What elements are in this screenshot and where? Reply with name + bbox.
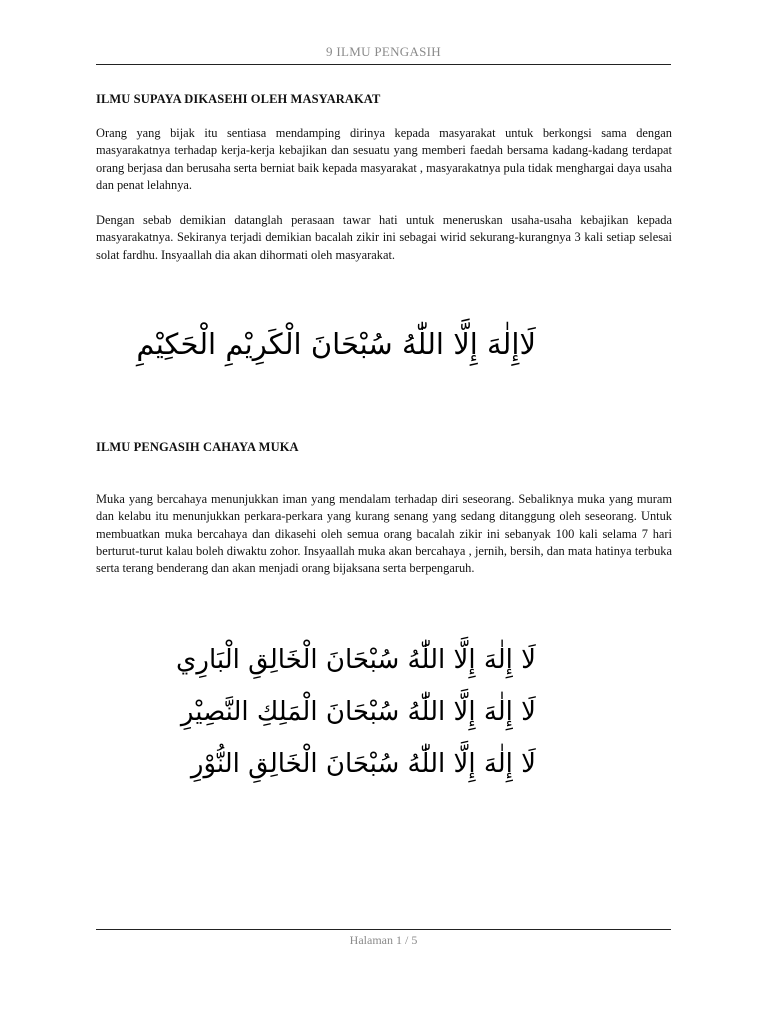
- page-header-title: 9 ILMU PENGASIH: [326, 44, 441, 59]
- section-title-dikasehi: ILMU SUPAYA DIKASEHI OLEH MASYARAKAT: [96, 92, 381, 106]
- section-title-cahaya-muka: ILMU PENGASIH CAHAYA MUKA: [96, 440, 299, 454]
- arabic-zikir-dikasehi: لَاإِلٰهَ إِلَّا اللّٰهُ سُبْحَانَ الْكَرِيْمِ الْحَكِيْمِ: [136, 327, 536, 361]
- header-divider: [96, 64, 671, 65]
- page-number: Halaman 1 / 5: [349, 933, 418, 947]
- section1-paragraph-2: Dengan sebab demikian datanglah perasaan tawar hati untuk meneruskan usaha-usaha kebajikan kepada masyarakatnya. Sekiranya terjadi demikian bacalah zikir ini sebagai wirid sekurang-kurangnya 3 kali setiap selesai solat fardhu. Insyaallah dia akan dihormati oleh masyarakat.: [96, 213, 672, 262]
- section2-paragraph: Muka yang bercahaya menunjukkan iman yang mendalam terhadap diri seseorang. Sebaliknya muka yang muram dan kelabu itu menunjukkan perkara-perkara yang kurang senang yang sedang ditanggung oleh seseorang. Untuk membuatkan muka bercahaya dan dikasehi oleh semua orang bacalah zikir ini sebanyak 100 kali selama 7 hari berturut-turut kalau boleh diwaktu zohor. Insyaallah muka akan bercahaya , jernih, bersih, dan mata hatinya terbuka serta terang benderang dan akan menjadi orang bijaksana serta berpengaruh.: [96, 492, 672, 576]
- arabic-zikir-line-1: لَا إِلٰهَ إِلَّا اللّٰهُ سُبْحَانَ الْخَالِقِ الْبَارِي: [176, 645, 536, 675]
- section1-paragraph-1: Orang yang bijak itu sentiasa mendamping dirinya kepada masyarakat untuk berkongsi sama dengan masyarakatnya terhadap kerja-kerja kebajikan dan sesuatu yang memberi faedah bersama kadang-kadang terdapat orang berjasa dan berusaha serta berniat baik kepada masyarakat , masyarakatnya pula tidak menghargai daya usaha dan penat lelahnya.: [96, 126, 672, 192]
- footer-divider: [96, 929, 671, 930]
- arabic-zikir-line-2: لَا إِلٰهَ إِلَّا اللّٰهُ سُبْحَانَ الْمَلِكِ النَّصِيْرِ: [180, 697, 536, 727]
- arabic-zikir-line-3: لَا إِلٰهَ إِلَّا اللّٰهُ سُبْحَانَ الْخَالِقِ النُّوْرِ: [190, 749, 536, 779]
